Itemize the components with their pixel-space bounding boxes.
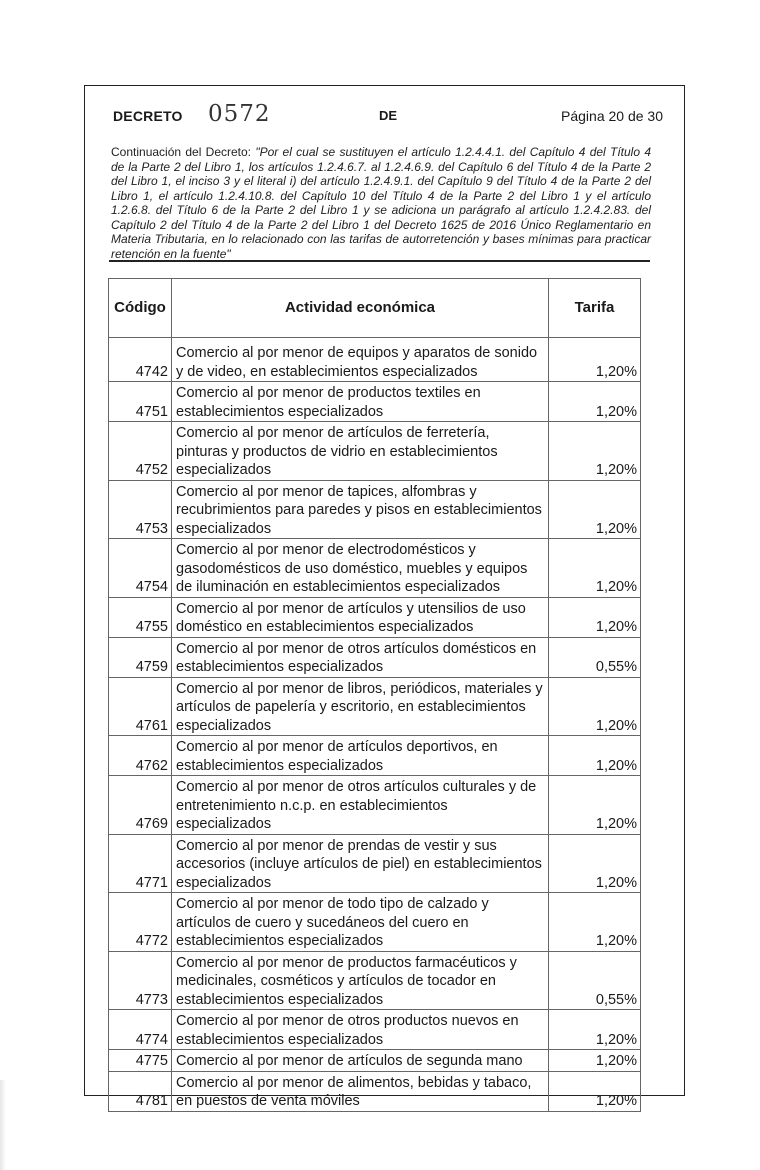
row-rate: 1,20%	[549, 1010, 641, 1050]
decree-date-label: DE	[379, 108, 398, 123]
row-activity: Comercio al por menor de otros productos nuevos en establecimientos especializados	[172, 1010, 549, 1050]
row-rate: 1,20%	[549, 776, 641, 835]
row-activity: Comercio al por menor de artículos de segunda mano	[172, 1050, 549, 1072]
row-activity: Comercio al por menor de alimentos, bebidas y tabaco, en puestos de venta móviles	[172, 1071, 549, 1111]
row-activity: Comercio al por menor de electrodomésticos y gasodomésticos de uso doméstico, muebles y equipos de iluminación en establecimientos especializados	[172, 539, 549, 598]
row-rate: 1,20%	[549, 422, 641, 481]
decree-number: 0572	[208, 101, 271, 127]
row-activity: Comercio al por menor de equipos y aparatos de sonido y de video, en establecimientos especializados	[172, 338, 549, 382]
row-rate: 0,55%	[549, 951, 641, 1010]
row-activity: Comercio al por menor de libros, periódicos, materiales y artículos de papelería y escritorio, en establecimientos especializados	[172, 677, 549, 736]
row-code: 4769	[109, 776, 172, 835]
row-rate: 1,20%	[549, 382, 641, 422]
table-row	[109, 677, 641, 736]
column-header-rate: Tarifa	[549, 279, 641, 338]
row-rate: 1,20%	[549, 539, 641, 598]
table-row	[109, 597, 641, 637]
row-rate: 0,55%	[549, 637, 641, 677]
row-code: 4742	[109, 338, 172, 382]
row-rate: 1,20%	[549, 338, 641, 382]
continuation-prefix: Continuación del Decreto:	[111, 145, 256, 159]
table-row	[109, 736, 641, 776]
row-code: 4774	[109, 1010, 172, 1050]
row-activity: Comercio al por menor de todo tipo de calzado y artículos de cuero y sucedáneos del cuero en establecimientos especializados	[172, 893, 549, 952]
page-number: Página 20 de 30	[561, 108, 663, 124]
row-rate: 1,20%	[549, 597, 641, 637]
row-code: 4759	[109, 637, 172, 677]
row-rate: 1,20%	[549, 893, 641, 952]
row-rate: 1,20%	[549, 834, 641, 893]
row-rate: 1,20%	[549, 677, 641, 736]
row-code: 4775	[109, 1050, 172, 1072]
row-code: 4772	[109, 893, 172, 952]
table-row	[109, 834, 641, 893]
table-row	[109, 776, 641, 835]
row-activity: Comercio al por menor de artículos de ferretería, pinturas y productos de vidrio en establecimientos especializados	[172, 422, 549, 481]
row-activity: Comercio al por menor de tapices, alfombras y recubrimientos para paredes y pisos en establecimientos especializados	[172, 480, 549, 539]
row-code: 4781	[109, 1071, 172, 1111]
row-code: 4761	[109, 677, 172, 736]
row-activity: Comercio al por menor de productos farmacéuticos y medicinales, cosméticos y artículos de tocador en establecimientos especializados	[172, 951, 549, 1010]
header-divider	[109, 260, 650, 262]
row-activity: Comercio al por menor de artículos deportivos, en establecimientos especializados	[172, 736, 549, 776]
continuation-text	[111, 145, 651, 261]
scan-edge-shadow	[0, 1080, 6, 1170]
document-header	[113, 101, 663, 129]
row-rate: 1,20%	[549, 480, 641, 539]
row-activity: Comercio al por menor de artículos y utensilios de uso doméstico en establecimientos especializados	[172, 597, 549, 637]
table-row	[109, 382, 641, 422]
table-row	[109, 1071, 641, 1111]
row-code: 4753	[109, 480, 172, 539]
row-code: 4762	[109, 736, 172, 776]
table-row	[109, 422, 641, 481]
row-rate: 1,20%	[549, 736, 641, 776]
decree-label: DECRETO	[113, 108, 183, 124]
row-code: 4752	[109, 422, 172, 481]
table-row	[109, 539, 641, 598]
column-header-code: Código	[109, 279, 172, 338]
row-activity: Comercio al por menor de productos textiles en establecimientos especializados	[172, 382, 549, 422]
table-row	[109, 951, 641, 1010]
table-row	[109, 637, 641, 677]
row-code: 4755	[109, 597, 172, 637]
tariff-table	[108, 278, 641, 1112]
row-activity: Comercio al por menor de prendas de vestir y sus accesorios (incluye artículos de piel) en establecimientos especializados	[172, 834, 549, 893]
row-code: 4771	[109, 834, 172, 893]
row-code: 4773	[109, 951, 172, 1010]
table-row	[109, 893, 641, 952]
table-header-row	[109, 279, 641, 338]
row-activity: Comercio al por menor de otros artículos domésticos en establecimientos especializados	[172, 637, 549, 677]
row-rate: 1,20%	[549, 1071, 641, 1111]
table-row	[109, 480, 641, 539]
table-row	[109, 338, 641, 382]
table-row	[109, 1050, 641, 1072]
row-activity: Comercio al por menor de otros artículos culturales y de entretenimiento n.c.p. en establecimientos especializados	[172, 776, 549, 835]
table-row	[109, 1010, 641, 1050]
decree-title-quote: "Por el cual se sustituyen el artículo 1.2.4.4.1. del Capítulo 4 del Título 4 de la Parte 2 del Libro 1, los artículos 1.2.4.6.7. al 1.2.4.6.9. del Capítulo 6 del Título 4 de la Parte 2 del Libro 1, el inciso 3 y el literal i) del artículo 1.2.4.9.1. del Capítulo 9 del Título 4 de la Parte 2 del Libro 1, el artículo 1.2.4.10.8. del Capítulo 10 del Título 4 de la Parte 2 del Libro 1 y el artículo 1.2.6.8. del Título 6 de la Parte 2 del Libro 1 y se adiciona un parágrafo al artículo 1.2.4.2.83. del Capítulo 2 del Título 4 de la Parte 2 del Libro 1 del Decreto 1625 de 2016 Único Reglamentario en Materia Tributaria, en lo relacionado con las tarifas de autorretención y bases mínimas para practicar retención en la fuente"	[111, 145, 651, 261]
column-header-activity: Actividad económica	[172, 279, 549, 338]
row-code: 4751	[109, 382, 172, 422]
row-rate: 1,20%	[549, 1050, 641, 1072]
row-code: 4754	[109, 539, 172, 598]
